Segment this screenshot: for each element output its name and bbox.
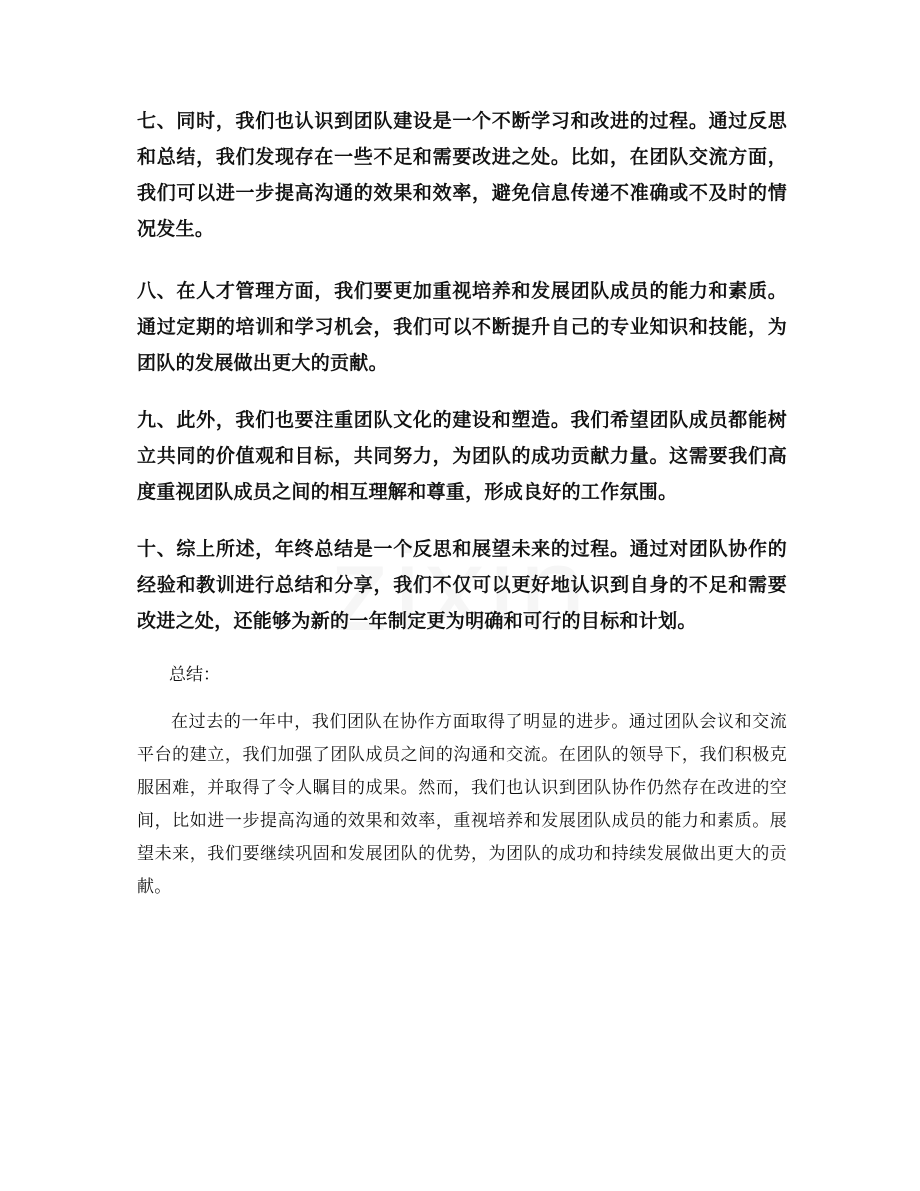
paragraph-ten: 十、综上所述，年终总结是一个反思和展望未来的过程。通过对团队协作的经验和教训进行总结和分享，我们不仅可以更好地认识到自身的不足和需要改进之处，还能够为新的一年制定更为明确和可行的目标和计划。 <box>137 538 787 632</box>
paragraph-eight: 八、在人才管理方面，我们要更加重视培养和发展团队成员的能力和素质。通过定期的培训和学习机会，我们可以不断提升自己的专业知识和技能，为团队的发展做出更大的贡献。 <box>137 280 787 374</box>
paragraph-nine: 九、此外，我们也要注重团队文化的建设和塑造。我们希望团队成员都能树立共同的价值观和目标，共同努力，为团队的成功贡献力量。这需要我们高度重视团队成员之间的相互理解和尊重，形成良好的工作氛围。 <box>137 409 787 503</box>
summary-body: 在过去的一年中，我们团队在协作方面取得了明显的进步。通过团队会议和交流平台的建立，我们加强了团队成员之间的沟通和交流。在团队的领导下，我们积极克服困难，并取得了令人瞩目的成果。然而，我们也认识到团队协作仍然存在改进的空间，比如进一步提高沟通的效果和效率，重视培养和发展团队成员的能力和素质。展望未来，我们要继续巩固和发展团队的优势，为团队的成功和持续发展做出更大的贡献。 <box>137 712 787 897</box>
paragraph-seven: 七、同时，我们也认识到团队建设是一个不断学习和改进的过程。通过反思和总结，我们发现存在一些不足和需要改进之处。比如，在团队交流方面，我们可以进一步提高沟通的效果和效率，避免信息传递不准确或不及时的情况发生。 <box>137 110 787 240</box>
summary-heading: 总结： <box>169 665 220 685</box>
